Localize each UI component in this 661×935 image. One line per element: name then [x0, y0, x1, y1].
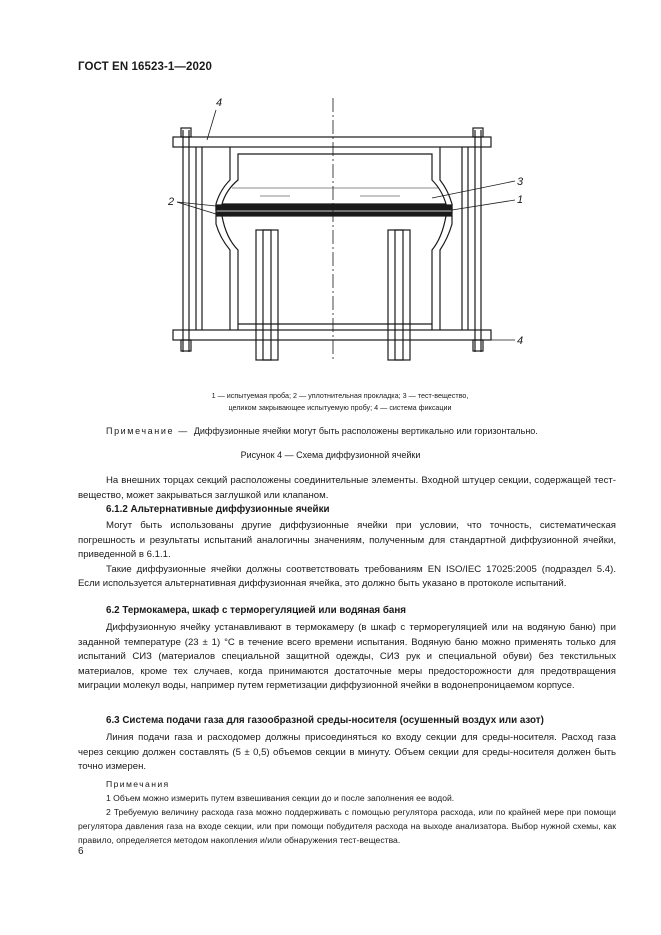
- figure-note-label: Примечание —: [106, 426, 189, 436]
- note-2: 2 Требуемую величину расхода газа можно поддерживать с помощью регулятора расхода, или по крайней мере при помощи регулятора давления газа на входе секции, или при помощи побудителя расхода на выходе анализатора. Выбор нужной схемы, как правило, определяется методом накопления и/или обнаружения тест-вещества.: [78, 807, 616, 845]
- figure-note: [106, 426, 538, 436]
- figure-caption: Рисунок 4 — Схема диффузионной ячейки: [240, 450, 421, 460]
- notes-title: Примечания: [106, 779, 170, 789]
- paragraph-thermo-chamber: Диффузионную ячейку устанавливают в термокамеру (в шкаф с терморегуляцией или на водяную баню) при заданной температуре (23 ± 1) °С в течение всего времени испытания. Водяную баню можно применять только для испытаний СИЗ (материалов специальной защитной одежды, СИЗ рук и специальной обуви) без текстильных материалов, кроме тех случаев, когда принимаются достаточные меры предосторожности для предотвращения миграции молекул воды, например путем герметизации диффузионной ячейки в водонепроницаемом корпусе.: [78, 622, 616, 692]
- diffusion-cell-diagram: [160, 92, 540, 382]
- page-number: 6: [78, 846, 84, 857]
- label-4-right: 4: [517, 335, 524, 347]
- bottom-clamp-plate: [173, 330, 491, 340]
- heading-6-2: 6.2 Термокамера, шкаф с терморегуляцией или водяная баня: [106, 605, 406, 616]
- document-header: ГОСТ EN 16523-1—2020: [78, 61, 213, 73]
- heading-6-1-2: 6.1.2 Альтернативные диффузионные ячейки: [106, 504, 330, 515]
- figure-legend-line-1: 1 — испытуемая проба; 2 — уплотнительная прокладка; 3 — тест-вещество,: [211, 391, 469, 400]
- gasket: [216, 205, 452, 208]
- label-4-top: 4: [216, 97, 223, 109]
- note-1: 1 Объем можно измерить путем взвешивания секции до и после заполнения ее водой.: [106, 793, 455, 803]
- label-1: 1: [517, 194, 524, 206]
- heading-6-3: 6.3 Система подачи газа для газообразной среды-носителя (осушенный воздух или азот): [106, 715, 544, 726]
- figure-note-text: Диффузионные ячейки могут быть расположены вертикально или горизонтально.: [193, 426, 538, 436]
- upper-cell-section: [216, 147, 452, 210]
- paragraph-alternative-cells: Могут быть использованы другие диффузионные ячейки при условии, что точность, систематическая погрешность и результаты испытаний аналогичны значениям, полученным для стандартной диффузионной ячейки, приведенной в 6.1.1. Такие диффузионные ячейки должны соответствовать требованиям EN ISO/IEC 17025:2005 (подраздел 5.4). Если используется альтернативная диффузионная ячейка, это должно быть указано в протоколе испытаний.: [78, 520, 616, 590]
- lower-cell-section: [216, 216, 230, 330]
- paragraph-connectors: На внешних торцах секций расположены соединительные элементы. Входной штуцер секции, содержащей тест-вещество, может закрываться заглушкой или клапаном.: [78, 475, 616, 501]
- paragraph-gas-supply: Линия подачи газа и расходомер должны присоединяться ко входу секции для среды-носителя. Расход газа через секцию должен составлять (5 ± 0,5) объемов секции в минуту. Объем секции для среды-носителя должен быть точно измерен.: [78, 732, 616, 773]
- label-3: 3: [517, 176, 524, 188]
- figure-legend-line-2: целиком закрывающее испытуемую пробу; 4 — система фиксации: [228, 403, 452, 412]
- notes-block: [78, 777, 616, 847]
- top-clamp-plate: [173, 137, 491, 147]
- label-2: 2: [168, 196, 175, 208]
